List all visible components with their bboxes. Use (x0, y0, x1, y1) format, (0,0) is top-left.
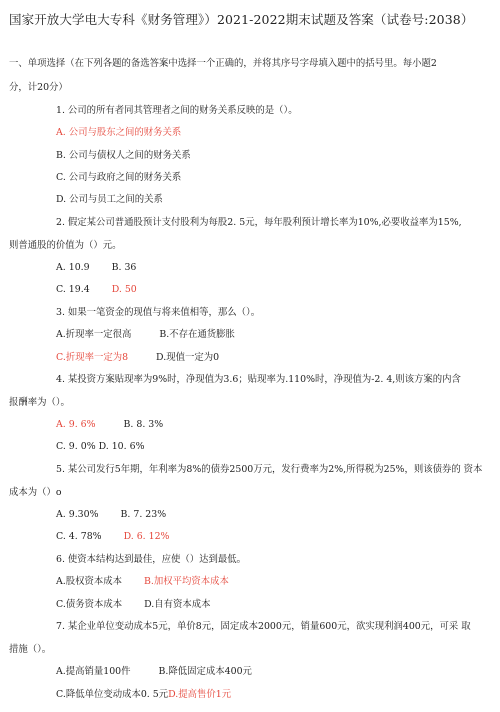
question-6-stem: 6. 使资本结构达到最佳，应使（）达到最低。 (56, 554, 247, 565)
question-5-stem: 5. 某公司发行5年期，年利率为8%的债券2500万元，发行费率为2%,所得税为25%，则该债券的 资本 (56, 464, 483, 475)
question-2-stem-continued: 则普通股的价值为（）元。 (9, 240, 122, 251)
question-3-stem: 3. 如果一笔资金的现值与将来值相等，那么（）。 (56, 307, 261, 318)
document-title: 国家开放大学电大专科《财务管理》）2021-2022期末试题及答案（试卷号:2038） (9, 12, 474, 27)
question-5-stem-continued: 成本为（）o (9, 487, 62, 498)
question-2-option-b: B. 36 (111, 262, 137, 273)
question-2-stem: 2. 假定某公司普通股预计支付股利为每股2. 5元，每年股利预计增长率为10%,必要收益率为15%, (56, 217, 462, 228)
question-6-option-b-answer: B.加权平均资本成本 (144, 576, 229, 587)
question-2-options-row-1 (56, 261, 136, 275)
question-7-option-a: A.提高销量100件 (56, 666, 131, 677)
question-4-option-a-answer: A. 9. 6% (56, 419, 96, 430)
question-3-options-row-2 (56, 351, 219, 365)
question-4-option-b: B. 8. 3% (123, 419, 164, 430)
question-1-option-b: B. 公司与债权人之间的财务关系 (56, 150, 191, 161)
question-1-option-d: D. 公司与员工之间的关系 (56, 194, 163, 205)
question-6-option-d: D.自有资本成本 (144, 599, 211, 610)
question-7-options-row-1 (56, 665, 252, 679)
question-4-stem-continued: 报酬率为（）。 (9, 397, 70, 408)
question-2-option-d-answer: D. 50 (111, 284, 137, 295)
question-5-option-b: B. 7. 23% (120, 509, 167, 520)
question-3-option-c-answer: C.折现率一定为8 (56, 352, 129, 363)
question-1-option-c: C. 公司与政府之间的财务关系 (56, 172, 182, 183)
question-5-option-a: A. 9.30% (56, 509, 99, 520)
question-6-options-row-2 (56, 598, 211, 612)
question-5-option-c: C. 4. 78% (56, 531, 102, 542)
question-7-stem: 7. 某企业单位变动成本5元，单价8元，固定成本2000元，销量600元，欲实现利润400元，可采 取 (56, 621, 471, 632)
question-7-option-d-answer: D.提高售价1元 (168, 689, 232, 700)
question-4-options-row-1 (56, 418, 163, 432)
question-7-stem-continued: 措施（）。 (9, 644, 52, 655)
question-6-options-row-1 (56, 575, 229, 589)
question-2-option-c: C. 19.4 (56, 284, 90, 295)
question-2-options-row-2 (56, 283, 137, 297)
question-1-option-a-answer: A. 公司与股东之间的财务关系 (56, 127, 182, 138)
question-4-stem: 4. 某投资方案贴现率为9%时，净现值为3.6；贴现率为.110%时，净现值为-2. 4,则该方案的内含 (56, 374, 461, 385)
question-5-option-d-answer: D. 6. 12% (123, 531, 170, 542)
question-7-option-c: C.降低单位变动成本0. 5元 (56, 689, 169, 700)
question-1-stem: 1. 公司的所有者同其管理者之间的财务关系反映的是（）。 (56, 105, 298, 116)
section-heading-continued: 分，计20分） (9, 82, 68, 93)
question-7-options-row-2 (56, 688, 231, 702)
question-3-option-d: D.现值一定为0 (156, 352, 220, 363)
question-5-options-row-2 (56, 530, 169, 544)
question-2-option-a: A. 10.9 (56, 262, 90, 273)
question-6-option-a: A.股权资本成本 (56, 576, 123, 587)
question-3-option-a: A.折现率一定很高 (56, 329, 132, 340)
question-3-option-b: B.不存在通货膨胀 (159, 329, 235, 340)
section-heading: 一、单项选择（在下列各题的备选答案中选择一个正确的，并将其序号字母填入题中的括号里。每小题2 (9, 58, 437, 69)
question-5-options-row-1 (56, 508, 166, 522)
question-6-option-c: C.债务资本成本 (56, 599, 123, 610)
question-7-option-b: B.降低固定成本400元 (158, 666, 252, 677)
question-4-options-row-2: C. 9. 0% D. 10. 6% (56, 441, 145, 452)
question-3-options-row-1 (56, 328, 235, 342)
